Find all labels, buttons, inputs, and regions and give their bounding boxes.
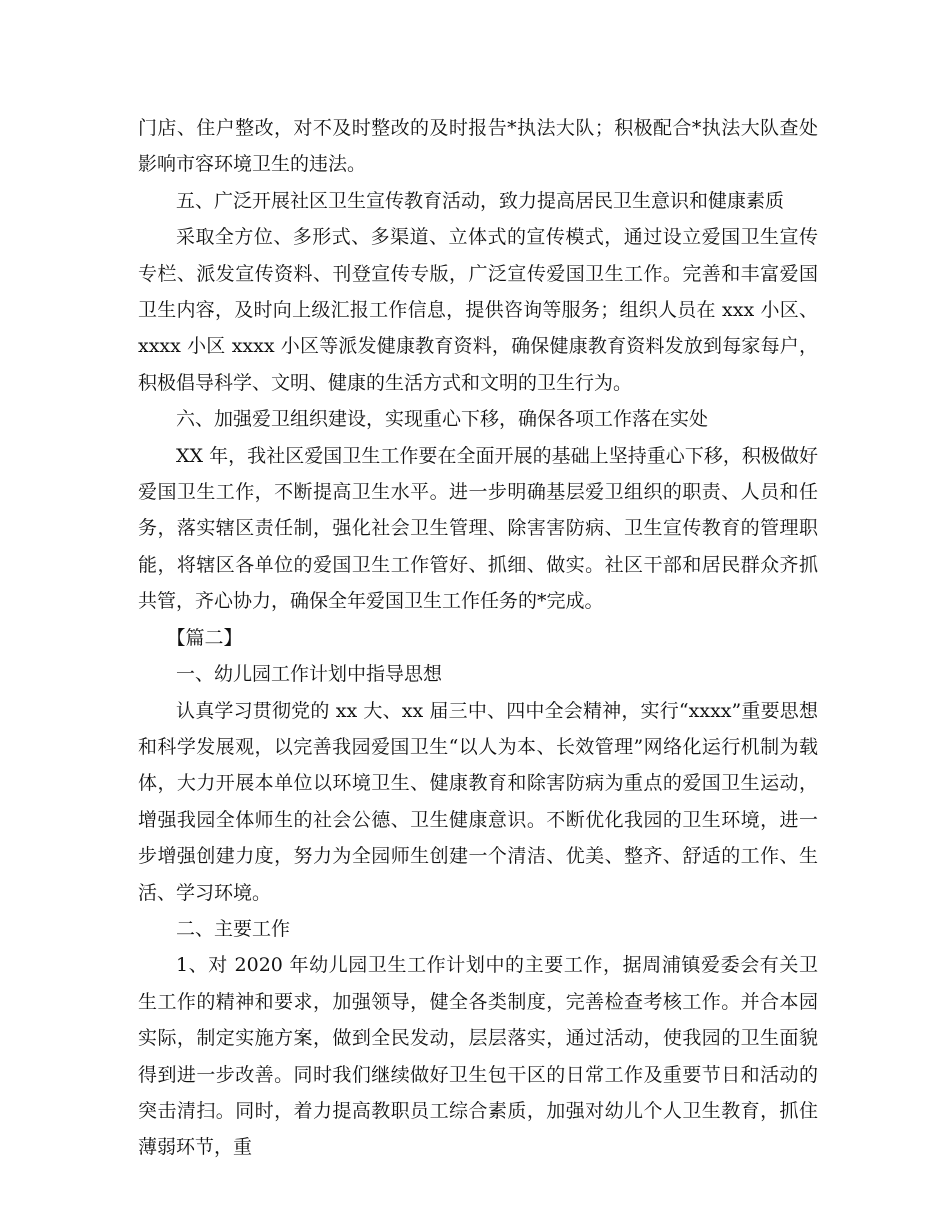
paragraph-continuation: 门店、住户整改，对不及时整改的及时报告*执法大队；积极配合*执法大队查处影响市容环境卫生的违法。 (138, 117, 818, 176)
section-heading-five: 五、广泛开展社区卫生宣传教育活动，致力提高居民卫生意识和健康素质 (176, 189, 785, 212)
paragraph-guiding-thought: 认真学习贯彻党的 xx 大、xx 届三中、四中全会精神，实行“xxxx”重要思想和科学发展观，以完善我园爱国卫生“以人为本、长效管理”网络化运行机制为载体，大力开展本单位以环境卫生、健康教育和除害防病为重点的爱国卫生运动，增强我园全体师生的社会公德、卫生健康意识。不断优化我园的卫生环境，进一步增强创建力度，努力为全园师生创建一个清洁、优美、整齐、舒适的工作、生活、学习环境。 (138, 699, 818, 904)
document-body (138, 110, 818, 1166)
paragraph-main-work: 1、对 2020 年幼儿园卫生工作计划中的主要工作，据周浦镇爱委会有关卫生工作的精神和要求，加强领导，健全各类制度，完善检查考核工作。并合本园实际，制定实施方案，做到全民发动，层层落实，通过活动，使我园的卫生面貌得到进一步改善。同时我们继续做好卫生包干区的日常工作及重要节日和活动的突击清扫。同时，着力提高教职员工综合素质，加强对幼儿个人卫生教育，抓住薄弱环节，重 (138, 954, 818, 1159)
part-two-marker: 【篇二】 (166, 626, 243, 649)
paragraph-organization: XX 年，我社区爱国卫生工作要在全面开展的基础上坚持重心下移，积极做好爱国卫生工作，不断提高卫生水平。进一步明确基层爱卫组织的职责、人员和任务，落实辖区责任制，强化社会卫生管理、除害害防病、卫生宣传教育的管理职能，将辖区各单位的爱国卫生工作管好、抓细、做实。社区干部和居民群众齐抓共管，齐心协力，确保全年爱国卫生工作任务的*完成。 (138, 444, 818, 613)
section-heading-guiding-thought: 一、幼儿园工作计划中指导思想 (176, 663, 443, 686)
section-heading-main-work: 二、主要工作 (176, 917, 291, 940)
paragraph-publicity: 采取全方位、多形式、多渠道、立体式的宣传模式，通过设立爱国卫生宣传专栏、派发宣传资料、刊登宣传专版，广泛宣传爱国卫生工作。完善和丰富爱国卫生内容，及时向上级汇报工作信息，提供咨询等服务；组织人员在 xxx 小区、xxxx 小区 xxxx 小区等派发健康教育资料，确保健康教育资料发放到每家每户，积极倡导科学、文明、健康的生活方式和文明的卫生行为。 (138, 226, 818, 394)
section-heading-six: 六、加强爱卫组织建设，实现重心下移，确保各项工作落在实处 (176, 408, 709, 431)
